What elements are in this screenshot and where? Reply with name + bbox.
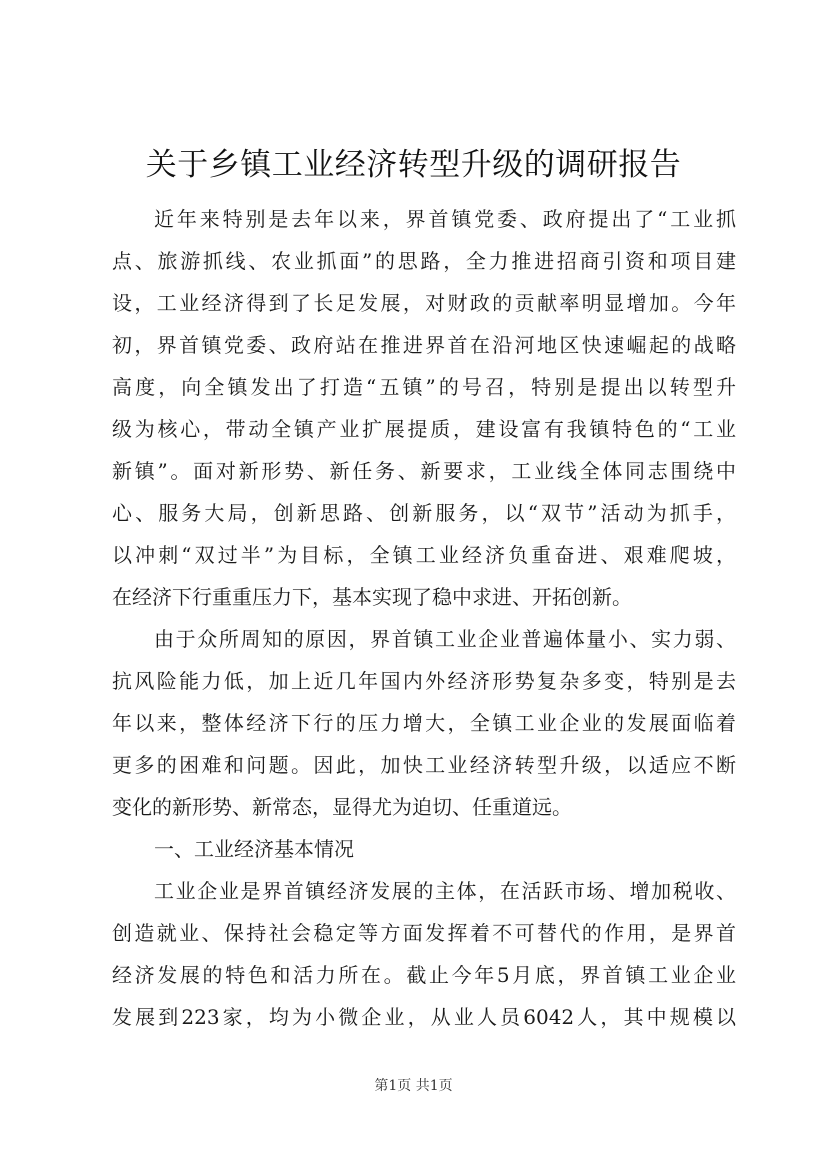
paragraph-line: 近年来特别是去年以来，界首镇党委、政府提出了“工业抓 [154,207,736,231]
paragraph-line: 设，工业经济得到了长足发展，对财政的贡献率明显增加。今年 [112,291,736,315]
paragraph-line: 心、服务大局，创新思路、创新服务，以“双节”活动为抓手， [112,501,736,525]
page-footer: 第1页 共1页 [374,1078,453,1094]
paragraph-line: 初，界首镇党委、政府站在推进界首在沿河地区快速崛起的战略 [112,333,736,357]
paragraph-line: 年以来，整体经济下行的压力增大，全镇工业企业的发展面临着 [112,711,736,735]
document-title: 关于乡镇工业经济转型升级的调研报告 [145,147,682,183]
document-body [112,198,736,1038]
paragraph-line: 在经济下行重重压力下，基本实现了稳中求进、开拓创新。 [112,585,632,609]
paragraph-line: 更多的困难和问题。因此，加快工业经济转型升级，以适应不断 [112,753,736,777]
section-heading: 一、工业经济基本情况 [154,837,354,861]
paragraph-line: 以冲刺“双过半”为目标，全镇工业经济负重奋进、艰难爬坡， [112,543,736,567]
paragraph-line: 变化的新形势、新常态，显得尤为迫切、任重道远。 [112,795,572,819]
paragraph-line: 发展到223家，均为小微企业，从业人员6042人，其中规模以 [112,1005,736,1029]
paragraph-line: 抗风险能力低，加上近几年国内外经济形势复杂多变，特别是去 [112,669,736,693]
paragraph-line: 级为核心，带动全镇产业扩展提质，建设富有我镇特色的“工业 [112,417,736,441]
paragraph-line: 经济发展的特色和活力所在。截止今年5月底，界首镇工业企业 [112,963,736,987]
paragraph-line: 创造就业、保持社会稳定等方面发挥着不可替代的作用，是界首 [112,921,736,945]
paragraph-line: 点、旅游抓线、农业抓面”的思路，全力推进招商引资和项目建 [112,249,736,273]
paragraph-line: 工业企业是界首镇经济发展的主体，在活跃市场、增加税收、 [154,879,736,903]
paragraph-line: 高度，向全镇发出了打造“五镇”的号召，特别是提出以转型升 [112,375,736,399]
paragraph-line: 由于众所周知的原因，界首镇工业企业普遍体量小、实力弱、 [154,627,736,651]
paragraph-line: 新镇”。面对新形势、新任务、新要求，工业线全体同志围绕中 [112,459,736,483]
